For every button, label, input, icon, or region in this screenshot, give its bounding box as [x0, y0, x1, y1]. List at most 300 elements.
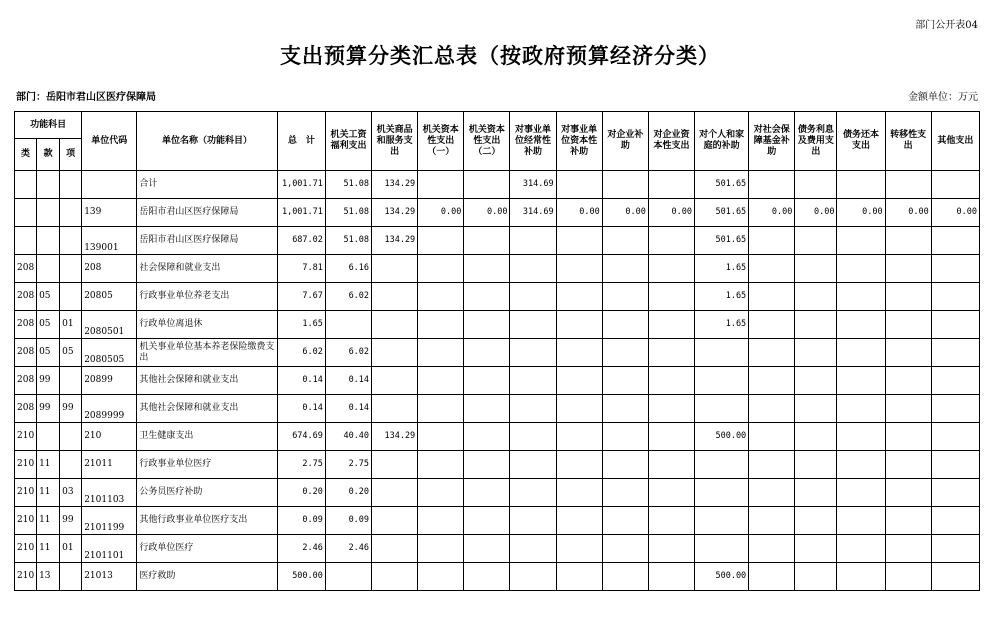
cell-unit-code: 210 — [82, 423, 137, 451]
cell-total: 2.46 — [277, 535, 325, 563]
cell-lei: 208 — [15, 311, 37, 339]
cell-value — [931, 479, 979, 507]
cell-value — [795, 171, 837, 199]
cell-value — [602, 311, 648, 339]
cell-value — [795, 255, 837, 283]
cell-value — [602, 479, 648, 507]
cell-total: 1,001.71 — [277, 199, 325, 227]
cell-value — [837, 227, 885, 255]
cell-unit-name: 其他社会保障和就业支出 — [137, 367, 277, 395]
cell-value — [510, 507, 556, 535]
cell-value — [837, 535, 885, 563]
header-kuan: 款 — [37, 139, 60, 171]
cell-value — [464, 535, 510, 563]
cell-value — [556, 311, 602, 339]
table-row — [15, 395, 980, 423]
cell-xiang — [60, 283, 82, 311]
cell-value — [372, 563, 418, 591]
cell-value — [648, 451, 694, 479]
cell-value — [931, 451, 979, 479]
cell-value — [795, 227, 837, 255]
cell-value — [837, 171, 885, 199]
cell-value — [648, 171, 694, 199]
cell-value — [795, 339, 837, 367]
cell-value — [372, 255, 418, 283]
cell-value: 0.20 — [325, 479, 371, 507]
cell-value — [510, 339, 556, 367]
cell-value — [837, 423, 885, 451]
header-row-1 — [15, 112, 980, 139]
cell-unit-name: 其他社会保障和就业支出 — [137, 395, 277, 423]
header-col: 机关资本性支出（一） — [418, 112, 464, 171]
cell-value — [885, 367, 931, 395]
cell-value: 51.08 — [325, 199, 371, 227]
cell-value — [837, 507, 885, 535]
cell-kuan: 11 — [37, 535, 60, 563]
cell-value: 134.29 — [372, 199, 418, 227]
cell-value — [931, 507, 979, 535]
header-col: 机关工资福利支出 — [325, 112, 371, 171]
cell-value: 0.00 — [464, 199, 510, 227]
header-total: 总 计 — [277, 112, 325, 171]
cell-value — [749, 423, 795, 451]
cell-value — [885, 283, 931, 311]
table-row — [15, 283, 980, 311]
header-col: 债务利息及费用支出 — [795, 112, 837, 171]
cell-total: 687.02 — [277, 227, 325, 255]
cell-value — [795, 535, 837, 563]
cell-value — [885, 535, 931, 563]
cell-value — [695, 395, 749, 423]
cell-total: 1.65 — [277, 311, 325, 339]
table-row — [15, 255, 980, 283]
table-row — [15, 199, 980, 227]
cell-value — [418, 451, 464, 479]
cell-value — [837, 563, 885, 591]
cell-value — [464, 311, 510, 339]
cell-total: 0.20 — [277, 479, 325, 507]
cell-value: 0.00 — [931, 199, 979, 227]
cell-unit-name: 岳阳市君山区医疗保障局 — [137, 227, 277, 255]
cell-unit-name: 岳阳市君山区医疗保障局 — [137, 199, 277, 227]
cell-value — [885, 255, 931, 283]
cell-kuan: 11 — [37, 451, 60, 479]
cell-value — [749, 451, 795, 479]
cell-value — [556, 367, 602, 395]
page-title: 支出预算分类汇总表（按政府预算经济分类） — [280, 43, 720, 68]
table-row — [15, 507, 980, 535]
cell-value: 134.29 — [372, 171, 418, 199]
cell-value — [372, 367, 418, 395]
cell-value — [464, 367, 510, 395]
cell-value — [418, 367, 464, 395]
cell-value — [418, 479, 464, 507]
cell-value: 0.00 — [556, 199, 602, 227]
cell-value — [885, 395, 931, 423]
cell-unit-name: 行政单位离退休 — [137, 311, 277, 339]
cell-value: 6.02 — [325, 283, 371, 311]
cell-value — [325, 311, 371, 339]
header-col: 机关商品和服务支出 — [372, 112, 418, 171]
cell-value — [556, 171, 602, 199]
cell-kuan — [37, 227, 60, 255]
cell-unit-code: 2080501 — [82, 311, 137, 339]
cell-unit-code: 2101101 — [82, 535, 137, 563]
cell-xiang — [60, 423, 82, 451]
cell-value: 0.00 — [602, 199, 648, 227]
cell-value: 40.40 — [325, 423, 371, 451]
cell-value: 0.00 — [749, 199, 795, 227]
form-number: 部门公开表04 — [915, 20, 978, 31]
cell-unit-name: 社会保障和就业支出 — [137, 255, 277, 283]
header-xiang: 项 — [60, 139, 82, 171]
cell-value — [602, 255, 648, 283]
cell-value — [931, 311, 979, 339]
cell-unit-code: 20899 — [82, 367, 137, 395]
cell-kuan — [37, 171, 60, 199]
cell-unit-code: 2101103 — [82, 479, 137, 507]
cell-value — [602, 563, 648, 591]
cell-value — [602, 227, 648, 255]
cell-unit-name: 医疗救助 — [137, 563, 277, 591]
cell-value — [510, 255, 556, 283]
cell-value — [510, 479, 556, 507]
cell-value — [510, 563, 556, 591]
cell-value — [648, 507, 694, 535]
cell-value — [837, 367, 885, 395]
cell-kuan: 11 — [37, 507, 60, 535]
cell-lei: 208 — [15, 255, 37, 283]
cell-value — [418, 535, 464, 563]
cell-value — [464, 227, 510, 255]
cell-value: 0.00 — [885, 199, 931, 227]
cell-value — [556, 423, 602, 451]
cell-total: 1,001.71 — [277, 171, 325, 199]
cell-value: 1.65 — [695, 283, 749, 311]
cell-value — [749, 255, 795, 283]
cell-value — [372, 451, 418, 479]
cell-xiang: 03 — [60, 479, 82, 507]
cell-unit-code: 2101199 — [82, 507, 137, 535]
cell-kuan: 13 — [37, 563, 60, 591]
cell-unit-code: 139001 — [82, 227, 137, 255]
cell-unit-name: 卫生健康支出 — [137, 423, 277, 451]
cell-value — [795, 563, 837, 591]
cell-value — [602, 367, 648, 395]
header-lei: 类 — [15, 139, 37, 171]
cell-value: 2.46 — [325, 535, 371, 563]
cell-total: 2.75 — [277, 451, 325, 479]
cell-xiang — [60, 199, 82, 227]
cell-value — [464, 255, 510, 283]
cell-value — [510, 451, 556, 479]
cell-value — [695, 507, 749, 535]
cell-value — [648, 563, 694, 591]
budget-table — [14, 111, 980, 591]
cell-value: 134.29 — [372, 227, 418, 255]
cell-value — [510, 283, 556, 311]
cell-value — [749, 339, 795, 367]
cell-value: 51.08 — [325, 227, 371, 255]
cell-value — [931, 171, 979, 199]
cell-value: 0.14 — [325, 395, 371, 423]
table-row — [15, 227, 980, 255]
cell-unit-code — [82, 171, 137, 199]
cell-value — [795, 311, 837, 339]
cell-value: 6.02 — [325, 339, 371, 367]
cell-total: 0.09 — [277, 507, 325, 535]
cell-value — [418, 255, 464, 283]
cell-value — [510, 311, 556, 339]
cell-value — [931, 395, 979, 423]
cell-value: 134.29 — [372, 423, 418, 451]
table-body — [15, 171, 980, 591]
header-col: 其他支出 — [931, 112, 979, 171]
cell-value — [602, 171, 648, 199]
cell-value — [556, 255, 602, 283]
cell-unit-code: 2080505 — [82, 339, 137, 367]
cell-lei — [15, 199, 37, 227]
cell-value — [418, 283, 464, 311]
cell-total: 0.14 — [277, 367, 325, 395]
cell-value — [602, 339, 648, 367]
cell-value — [464, 395, 510, 423]
cell-kuan: 11 — [37, 479, 60, 507]
cell-xiang: 01 — [60, 311, 82, 339]
cell-value — [837, 395, 885, 423]
cell-unit-name: 行政事业单位医疗 — [137, 451, 277, 479]
cell-value — [372, 311, 418, 339]
cell-value — [885, 451, 931, 479]
cell-value — [795, 507, 837, 535]
cell-xiang — [60, 171, 82, 199]
cell-unit-code: 139 — [82, 199, 137, 227]
cell-lei: 210 — [15, 563, 37, 591]
cell-value: 6.16 — [325, 255, 371, 283]
cell-value — [749, 563, 795, 591]
cell-value: 314.69 — [510, 199, 556, 227]
cell-value — [556, 479, 602, 507]
cell-unit-name: 行政事业单位养老支出 — [137, 283, 277, 311]
cell-xiang — [60, 227, 82, 255]
cell-value: 51.08 — [325, 171, 371, 199]
cell-kuan: 05 — [37, 283, 60, 311]
cell-total: 6.02 — [277, 339, 325, 367]
cell-total: 7.81 — [277, 255, 325, 283]
cell-value — [695, 339, 749, 367]
cell-xiang: 01 — [60, 535, 82, 563]
header-col: 对企业资本性支出 — [648, 112, 694, 171]
cell-value: 0.00 — [648, 199, 694, 227]
cell-total: 674.69 — [277, 423, 325, 451]
cell-lei: 208 — [15, 367, 37, 395]
cell-value: 0.14 — [325, 367, 371, 395]
cell-unit-code: 20805 — [82, 283, 137, 311]
cell-value — [372, 283, 418, 311]
cell-value: 0.00 — [418, 199, 464, 227]
cell-value — [749, 395, 795, 423]
cell-unit-code: 208 — [82, 255, 137, 283]
cell-value — [648, 311, 694, 339]
table-row — [15, 535, 980, 563]
cell-value — [372, 507, 418, 535]
cell-unit-name: 行政单位医疗 — [137, 535, 277, 563]
cell-value — [418, 171, 464, 199]
cell-value — [648, 283, 694, 311]
cell-value — [602, 535, 648, 563]
cell-value — [648, 535, 694, 563]
cell-unit-code: 2089999 — [82, 395, 137, 423]
cell-value — [885, 311, 931, 339]
cell-value — [931, 367, 979, 395]
cell-value — [695, 367, 749, 395]
cell-value — [931, 283, 979, 311]
cell-xiang: 05 — [60, 339, 82, 367]
cell-value — [556, 507, 602, 535]
cell-value — [510, 367, 556, 395]
header-col: 转移性支出 — [885, 112, 931, 171]
cell-value — [602, 283, 648, 311]
cell-value — [648, 255, 694, 283]
cell-value — [510, 423, 556, 451]
cell-kuan: 05 — [37, 311, 60, 339]
cell-value — [510, 395, 556, 423]
cell-value — [556, 451, 602, 479]
cell-value: 501.65 — [695, 199, 749, 227]
cell-lei: 208 — [15, 395, 37, 423]
cell-value — [931, 227, 979, 255]
cell-unit-name: 其他行政事业单位医疗支出 — [137, 507, 277, 535]
header-unit-code: 单位代码 — [82, 112, 137, 171]
cell-lei: 208 — [15, 283, 37, 311]
cell-value — [837, 283, 885, 311]
department-label: 部门：岳阳市君山区医疗保障局 — [16, 92, 156, 103]
header-col: 对社会保障基金补助 — [749, 112, 795, 171]
amount-unit-label: 金额单位：万元 — [908, 92, 978, 103]
cell-value — [885, 563, 931, 591]
cell-value — [602, 423, 648, 451]
cell-value — [885, 479, 931, 507]
cell-lei: 210 — [15, 535, 37, 563]
cell-kuan — [37, 423, 60, 451]
cell-value — [510, 227, 556, 255]
cell-value — [749, 535, 795, 563]
cell-value: 500.00 — [695, 423, 749, 451]
cell-value — [885, 171, 931, 199]
cell-value — [795, 423, 837, 451]
cell-value — [837, 255, 885, 283]
cell-value — [837, 339, 885, 367]
cell-value — [464, 563, 510, 591]
cell-value: 2.75 — [325, 451, 371, 479]
cell-kuan: 99 — [37, 367, 60, 395]
cell-value — [464, 283, 510, 311]
cell-value — [556, 395, 602, 423]
cell-value — [372, 395, 418, 423]
cell-value — [418, 311, 464, 339]
cell-lei: 208 — [15, 339, 37, 367]
cell-lei: 210 — [15, 507, 37, 535]
cell-unit-code: 21011 — [82, 451, 137, 479]
cell-total: 0.14 — [277, 395, 325, 423]
cell-value — [931, 423, 979, 451]
table-row — [15, 423, 980, 451]
cell-value — [372, 535, 418, 563]
cell-unit-name: 机关事业单位基本养老保险缴费支出 — [137, 339, 277, 367]
cell-value — [602, 451, 648, 479]
cell-value — [795, 367, 837, 395]
cell-value — [931, 339, 979, 367]
cell-lei — [15, 227, 37, 255]
cell-value — [556, 283, 602, 311]
cell-value — [464, 171, 510, 199]
cell-value — [325, 563, 371, 591]
cell-value — [931, 535, 979, 563]
cell-value — [418, 507, 464, 535]
table-row — [15, 171, 980, 199]
cell-value — [885, 339, 931, 367]
cell-value — [795, 283, 837, 311]
header-unit-name: 单位名称（功能科目） — [137, 112, 277, 171]
cell-value — [464, 423, 510, 451]
cell-value — [931, 563, 979, 591]
cell-value — [602, 507, 648, 535]
cell-value — [418, 339, 464, 367]
cell-value — [648, 339, 694, 367]
cell-value — [885, 423, 931, 451]
cell-total: 500.00 — [277, 563, 325, 591]
cell-value: 500.00 — [695, 563, 749, 591]
header-col: 对事业单位经常性补助 — [510, 112, 556, 171]
header-col: 对企业补助 — [602, 112, 648, 171]
cell-value — [795, 479, 837, 507]
cell-value — [602, 395, 648, 423]
cell-value — [648, 227, 694, 255]
cell-value — [648, 423, 694, 451]
cell-xiang — [60, 451, 82, 479]
header-col: 债务还本支出 — [837, 112, 885, 171]
cell-value — [695, 479, 749, 507]
cell-value — [464, 479, 510, 507]
cell-xiang — [60, 367, 82, 395]
cell-value — [556, 227, 602, 255]
cell-value — [885, 507, 931, 535]
header-col: 对事业单位资本性补助 — [556, 112, 602, 171]
cell-xiang: 99 — [60, 395, 82, 423]
cell-value — [885, 227, 931, 255]
header-col: 对个人和家庭的补助 — [695, 112, 749, 171]
cell-xiang — [60, 255, 82, 283]
cell-unit-name: 公务员医疗补助 — [137, 479, 277, 507]
cell-value: 0.00 — [837, 199, 885, 227]
cell-value — [556, 535, 602, 563]
cell-value: 314.69 — [510, 171, 556, 199]
cell-value — [464, 507, 510, 535]
cell-value — [749, 171, 795, 199]
cell-value — [648, 395, 694, 423]
cell-value — [418, 395, 464, 423]
cell-value — [464, 451, 510, 479]
cell-lei: 210 — [15, 423, 37, 451]
cell-lei — [15, 171, 37, 199]
cell-value — [556, 339, 602, 367]
cell-value — [510, 535, 556, 563]
table-row — [15, 563, 980, 591]
cell-value — [795, 451, 837, 479]
table-row — [15, 451, 980, 479]
cell-value — [418, 227, 464, 255]
cell-value — [931, 255, 979, 283]
